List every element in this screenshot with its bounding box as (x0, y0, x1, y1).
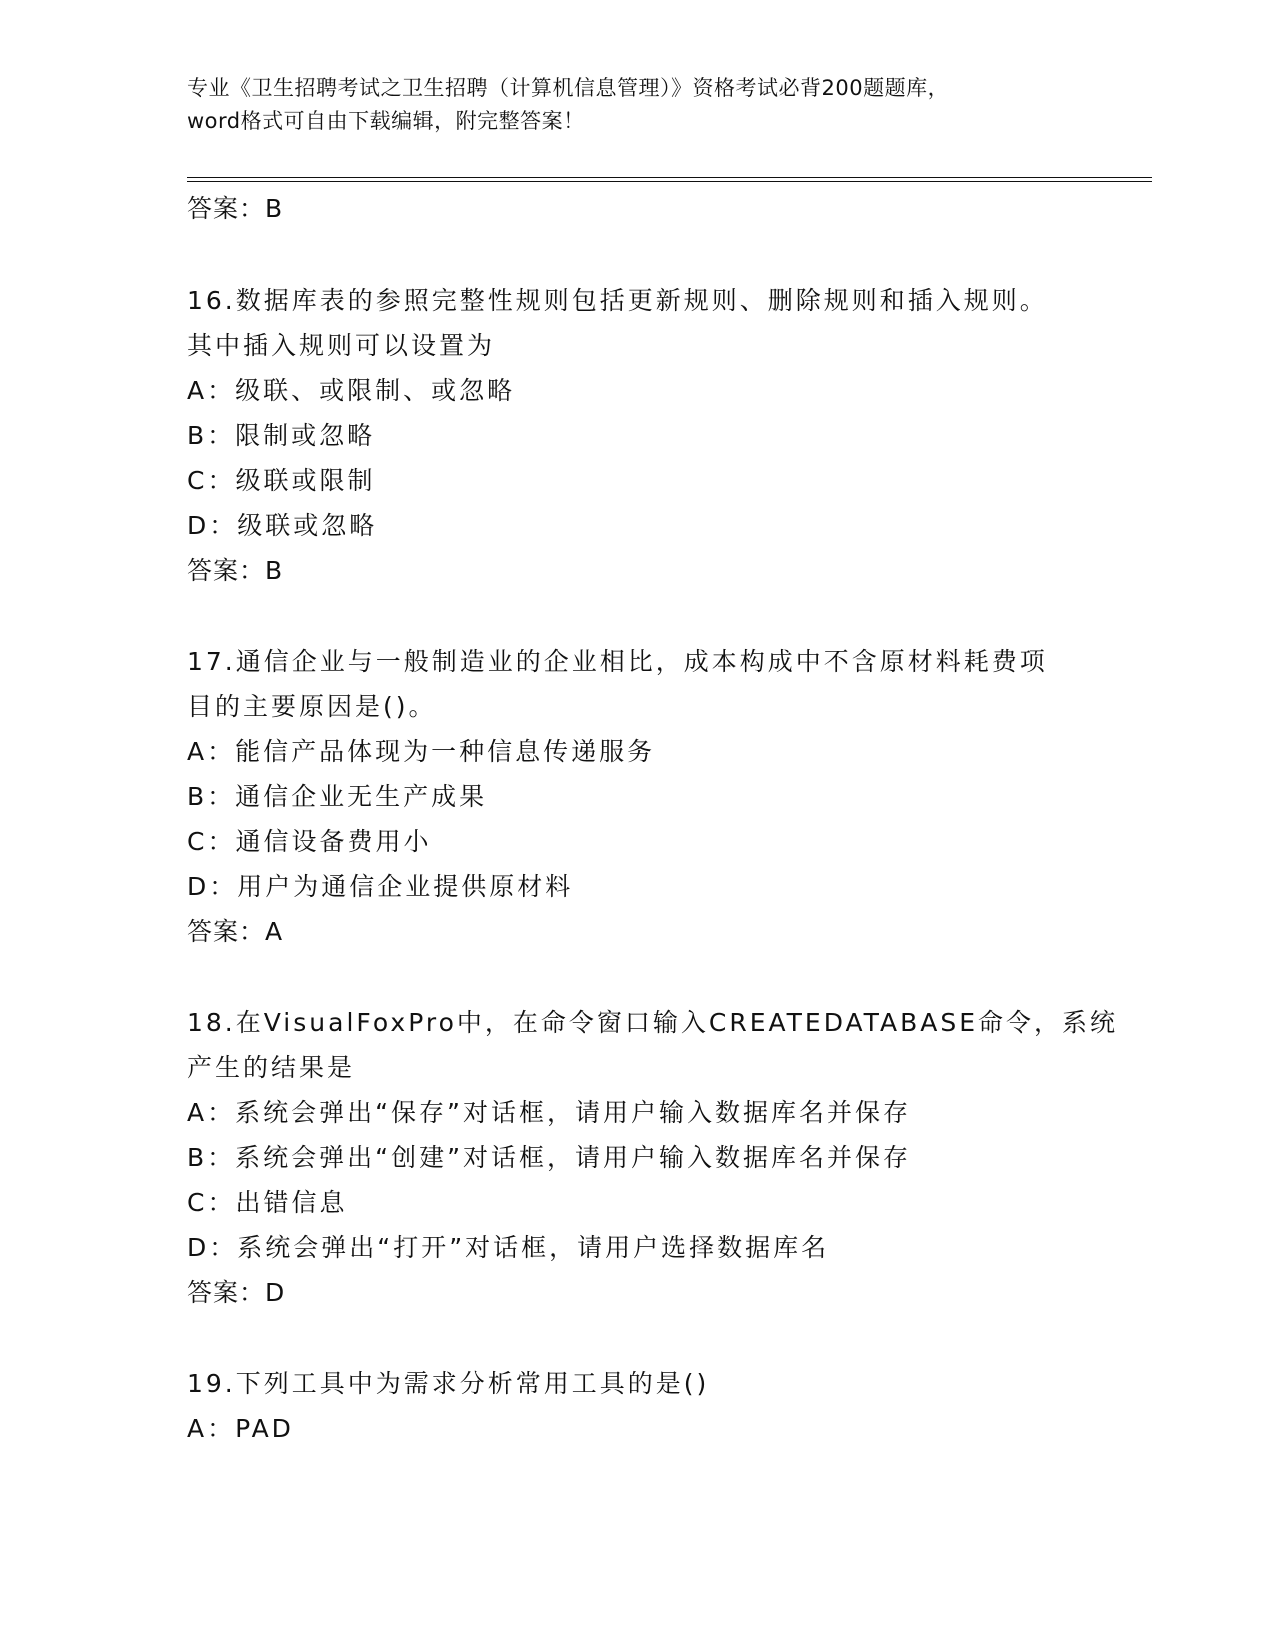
q17-option-d: D：用户为通信企业提供原材料 (187, 872, 574, 901)
q18-option-b: B：系统会弹出“创建”对话框，请用户输入数据库名并保存 (187, 1143, 912, 1172)
q16-stem-line-2: 其中插入规则可以设置为 (187, 331, 496, 360)
q19-stem-line-1: 19.下列工具中为需求分析常用工具的是() (187, 1369, 710, 1398)
q16-answer: 答案：B (187, 556, 284, 585)
q16-option-a: A：级联、或限制、或忽略 (187, 376, 516, 405)
q16-option-c: C：级联或限制 (187, 466, 376, 495)
answer-previous: 答案：B (187, 194, 284, 223)
q17-option-c: C：通信设备费用小 (187, 827, 432, 856)
header-line-1: 专业《卫生招聘考试之卫生招聘（计算机信息管理）》资格考试必背200题题库， (187, 76, 950, 100)
q18-option-c: C：出错信息 (187, 1188, 348, 1217)
q18-stem-line-1: 18.在VisualFoxPro中，在命令窗口输入CREATEDATABASE命令，系统 (187, 1008, 1119, 1037)
q18-option-d: D：系统会弹出“打开”对话框，请用户选择数据库名 (187, 1233, 830, 1262)
q16-stem-line-1: 16.数据库表的参照完整性规则包括更新规则、删除规则和插入规则。 (187, 286, 1048, 315)
q18-option-a: A：系统会弹出“保存”对话框，请用户输入数据库名并保存 (187, 1098, 912, 1127)
header-line-2: word格式可自由下载编辑，附完整答案！ (187, 109, 585, 133)
q17-stem-line-1: 17.通信企业与一般制造业的企业相比，成本构成中不含原材料耗费项 (187, 647, 1048, 676)
header-divider-1 (187, 177, 1152, 178)
q17-option-b: B：通信企业无生产成果 (187, 782, 488, 811)
q17-stem-line-2: 目的主要原因是()。 (187, 692, 437, 721)
document-header (187, 72, 1077, 138)
q16-option-d: D：级联或忽略 (187, 511, 378, 540)
q18-answer: 答案：D (187, 1278, 286, 1307)
q16-option-b: B：限制或忽略 (187, 421, 376, 450)
header-divider-2 (187, 181, 1152, 182)
q17-answer: 答案：A (187, 917, 284, 946)
q19-option-a: A：PAD (187, 1414, 294, 1443)
q17-option-a: A：能信产品体现为一种信息传递服务 (187, 737, 656, 766)
q18-stem-line-2: 产生的结果是 (187, 1053, 356, 1082)
